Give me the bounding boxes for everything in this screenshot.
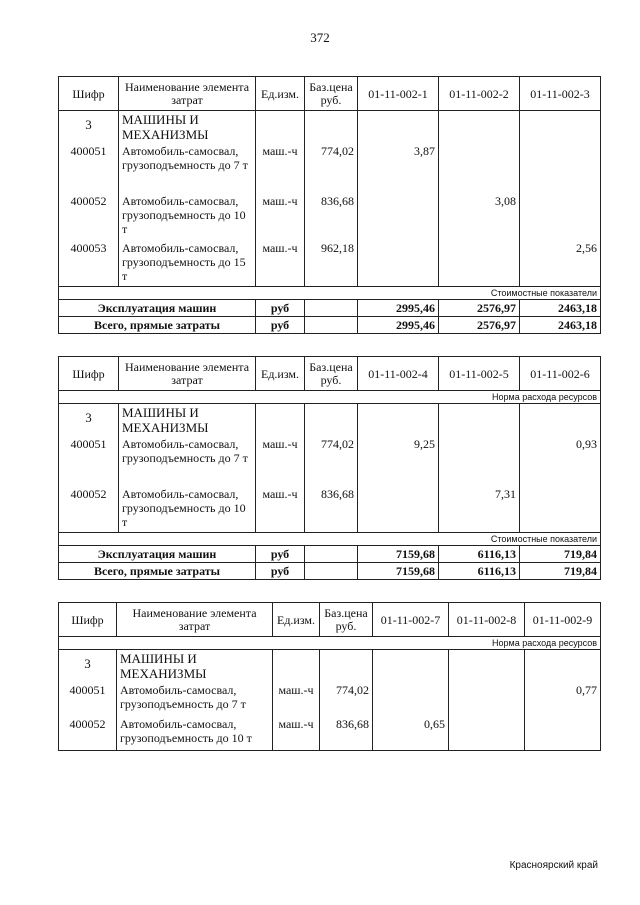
total-label: Всего, прямые затраты — [59, 316, 256, 333]
header-code: Шифр — [59, 357, 119, 391]
row-code: 400051 — [59, 682, 117, 716]
row-value: 0,77 — [525, 682, 601, 716]
row-value — [449, 716, 525, 750]
header-name: Наименование элемента затрат — [119, 357, 256, 391]
footer-region: Красноярский край — [509, 860, 598, 871]
row-code: 400053 — [59, 240, 119, 286]
total-unit: руб — [256, 545, 305, 562]
table-row — [59, 716, 601, 750]
total-row — [59, 316, 601, 333]
row-value — [525, 716, 601, 750]
total-unit: руб — [256, 562, 305, 579]
header-price: Баз.цена руб. — [320, 603, 373, 637]
section-code: 3 — [59, 111, 119, 144]
row-price: 836,68 — [305, 486, 358, 532]
total-value: 7159,68 — [358, 545, 439, 562]
row-unit: маш.-ч — [256, 143, 305, 193]
section-name: МАШИНЫ И МЕХАНИЗМЫ — [117, 650, 273, 683]
row-code: 400052 — [59, 486, 119, 532]
row-value — [520, 143, 601, 193]
total-value: 6116,13 — [439, 545, 520, 562]
row-value — [449, 682, 525, 716]
table-header-row — [59, 603, 601, 637]
table-row — [59, 193, 601, 240]
row-price: 836,68 — [320, 716, 373, 750]
header-column: 01-11-002-2 — [439, 77, 520, 111]
table-row — [59, 143, 601, 193]
header-price: Баз.цена руб. — [305, 77, 358, 111]
resource-table-2 — [58, 356, 601, 580]
total-value: 2576,97 — [439, 316, 520, 333]
row-name: Автомобиль-самосвал, грузоподъемность до 7 т — [119, 436, 256, 486]
row-price: 836,68 — [305, 193, 358, 240]
section-name: МАШИНЫ И МЕХАНИЗМЫ — [119, 111, 256, 144]
row-value — [358, 486, 439, 532]
header-unit: Ед.изм. — [273, 603, 320, 637]
norm-note: Норма расхода ресурсов — [59, 637, 601, 650]
norm-note-row — [59, 391, 601, 404]
total-label: Всего, прямые затраты — [59, 562, 256, 579]
row-value: 7,31 — [439, 486, 520, 532]
header-column: 01-11-002-8 — [449, 603, 525, 637]
header-name: Наименование элемента затрат — [117, 603, 273, 637]
header-name: Наименование элемента затрат — [119, 77, 256, 111]
row-value: 2,56 — [520, 240, 601, 286]
row-unit: маш.-ч — [256, 486, 305, 532]
row-name: Автомобиль-самосвал, грузоподъемность до 15 т — [119, 240, 256, 286]
norm-note-row — [59, 637, 601, 650]
row-value — [520, 193, 601, 240]
row-value: 3,87 — [358, 143, 439, 193]
row-value — [358, 193, 439, 240]
section-code: 3 — [59, 650, 117, 683]
cost-note-row — [59, 532, 601, 545]
total-label: Эксплуатация машин — [59, 545, 256, 562]
header-column: 01-11-002-3 — [520, 77, 601, 111]
total-label: Эксплуатация машин — [59, 299, 256, 316]
table-header-row — [59, 77, 601, 111]
section-name: МАШИНЫ И МЕХАНИЗМЫ — [119, 404, 256, 437]
table-row — [59, 682, 601, 716]
total-value: 2995,46 — [358, 299, 439, 316]
cost-note: Стоимостные показатели — [59, 286, 601, 299]
total-row — [59, 299, 601, 316]
header-column: 01-11-002-1 — [358, 77, 439, 111]
row-value — [373, 682, 449, 716]
header-column: 01-11-002-9 — [525, 603, 601, 637]
row-name: Автомобиль-самосвал, грузоподъемность до 10 т — [119, 486, 256, 532]
header-code: Шифр — [59, 77, 119, 111]
row-price: 774,02 — [320, 682, 373, 716]
header-column: 01-11-002-7 — [373, 603, 449, 637]
row-value: 0,65 — [373, 716, 449, 750]
row-name: Автомобиль-самосвал, грузоподъемность до 10 т — [119, 193, 256, 240]
row-value — [439, 143, 520, 193]
row-value — [439, 240, 520, 286]
row-code: 400051 — [59, 143, 119, 193]
row-code: 400052 — [59, 193, 119, 240]
header-price: Баз.цена руб. — [305, 357, 358, 391]
row-name: Автомобиль-самосвал, грузоподъемность до 7 т — [117, 682, 273, 716]
row-price: 962,18 — [305, 240, 358, 286]
total-unit: руб — [256, 299, 305, 316]
total-value: 7159,68 — [358, 562, 439, 579]
header-unit: Ед.изм. — [256, 357, 305, 391]
total-value: 2995,46 — [358, 316, 439, 333]
row-name: Автомобиль-самосвал, грузоподъемность до 7 т — [119, 143, 256, 193]
row-value — [358, 240, 439, 286]
total-row — [59, 562, 601, 579]
total-value: 2463,18 — [520, 299, 601, 316]
table-row — [59, 436, 601, 486]
row-unit: маш.-ч — [273, 682, 320, 716]
row-unit: маш.-ч — [256, 436, 305, 486]
row-value: 9,25 — [358, 436, 439, 486]
table-row — [59, 486, 601, 532]
total-unit: руб — [256, 316, 305, 333]
row-code: 400052 — [59, 716, 117, 750]
header-column: 01-11-002-6 — [520, 357, 601, 391]
cost-note: Стоимостные показатели — [59, 532, 601, 545]
resource-table-1 — [58, 76, 601, 334]
row-name: Автомобиль-самосвал, грузоподъемность до 10 т — [117, 716, 273, 750]
section-row — [59, 404, 601, 437]
page-number: 372 — [310, 30, 330, 45]
total-value: 719,84 — [520, 545, 601, 562]
total-value: 6116,13 — [439, 562, 520, 579]
row-unit: маш.-ч — [256, 240, 305, 286]
header-code: Шифр — [59, 603, 117, 637]
header-column: 01-11-002-5 — [439, 357, 520, 391]
row-unit: маш.-ч — [256, 193, 305, 240]
row-price: 774,02 — [305, 436, 358, 486]
section-row — [59, 111, 601, 144]
norm-note: Норма расхода ресурсов — [59, 391, 601, 404]
header-unit: Ед.изм. — [256, 77, 305, 111]
total-value: 2463,18 — [520, 316, 601, 333]
table-row — [59, 240, 601, 286]
header-column: 01-11-002-4 — [358, 357, 439, 391]
row-price: 774,02 — [305, 143, 358, 193]
row-code: 400051 — [59, 436, 119, 486]
cost-note-row — [59, 286, 601, 299]
row-unit: маш.-ч — [273, 716, 320, 750]
total-row — [59, 545, 601, 562]
total-value: 2576,97 — [439, 299, 520, 316]
row-value: 3,08 — [439, 193, 520, 240]
row-value — [520, 486, 601, 532]
section-code: 3 — [59, 404, 119, 437]
section-row — [59, 650, 601, 683]
row-value: 0,93 — [520, 436, 601, 486]
resource-table-3 — [58, 602, 601, 751]
row-value — [439, 436, 520, 486]
table-header-row — [59, 357, 601, 391]
total-value: 719,84 — [520, 562, 601, 579]
